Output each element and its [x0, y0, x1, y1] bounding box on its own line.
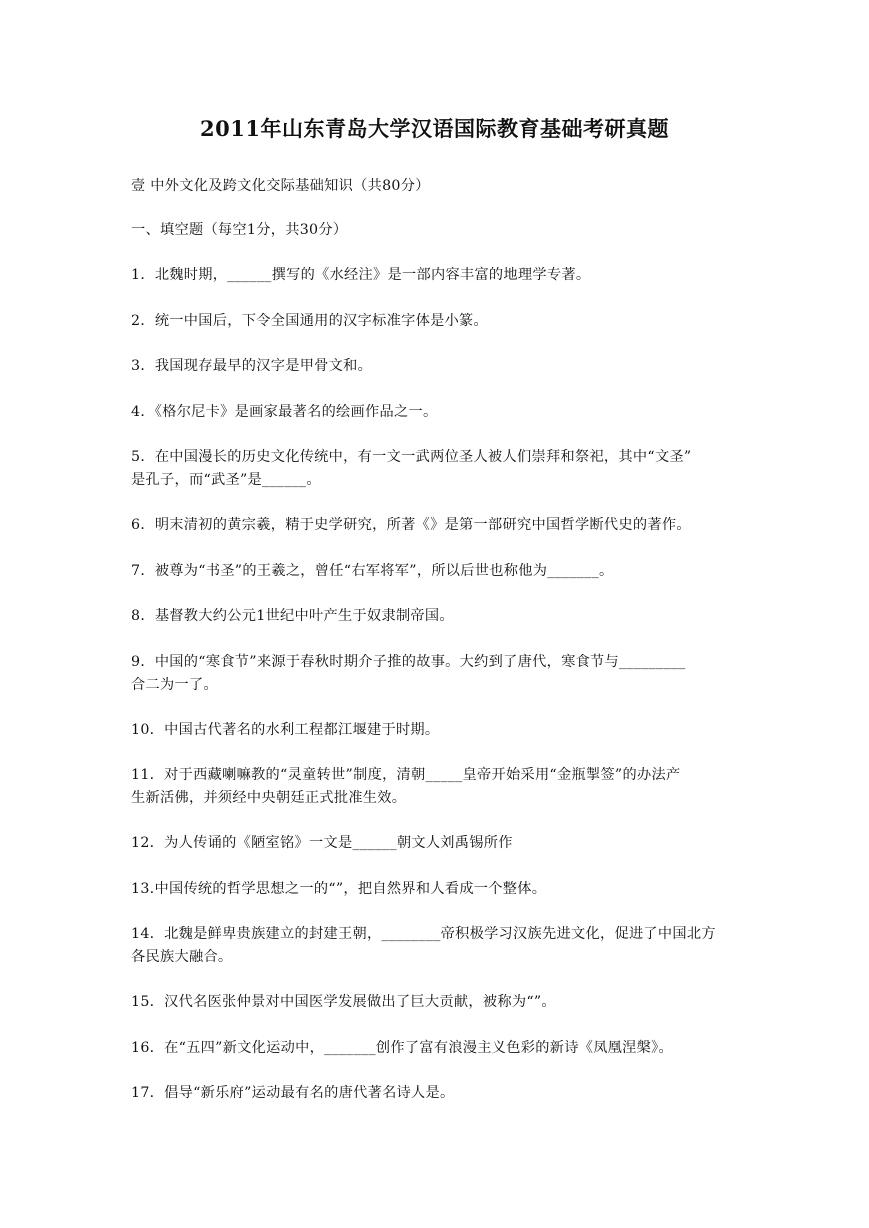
question-4: 4．《格尔尼卡》是画家最著名的绘画作品之一。	[131, 404, 438, 420]
question-1: 1．北魏时期，______撰写的《水经注》是一部内容丰富的地理学专著。	[131, 267, 591, 283]
question-16: 16．在“五四”新文化运动中，_______创作了富有浪漫主义色彩的新诗《凤凰涅槃》。	[131, 1040, 674, 1056]
question-5-line-2: 是孔子，而“武圣”是______。	[131, 472, 321, 488]
question-6: 6．明末清初的黄宗羲，精于史学研究，所著《》是第一部研究中国哲学断代史的著作。	[131, 517, 691, 533]
question-12: 12．为人传诵的《陋室铭》一文是______朝文人刘禹锡所作	[131, 835, 513, 851]
part-heading: 一、填空题（每空1分，共30分）	[131, 222, 348, 238]
question-14-line-1: 14．北魏是鲜卑贵族建立的封建王朝，________帝积极学习汉族先进文化，促进了中国北方	[131, 926, 716, 942]
question-14-line-2: 各民族大融合。	[131, 949, 233, 965]
question-9-line-1: 9．中国的“寒食节”来源于春秋时期介子推的故事。大约到了唐代，寒食节与_________	[131, 654, 686, 670]
question-10: 10．中国古代著名的水利工程都江堰建于时期。	[131, 722, 440, 738]
question-7: 7．被尊为“书圣”的王羲之，曾任“右军将军”，所以后世也称他为_______。	[131, 563, 614, 579]
question-11-line-2: 生新活佛，并须经中央朝廷正式批准生效。	[131, 790, 407, 806]
question-13: 13.中国传统的哲学思想之一的“”，把自然界和人看成一个整体。	[131, 881, 547, 897]
question-2: 2．统一中国后，下令全国通用的汉字标准字体是小篆。	[131, 313, 489, 329]
question-5-line-1: 5．在中国漫长的历史文化传统中，有一文一武两位圣人被人们崇拜和祭祀，其中“文圣”	[131, 449, 692, 465]
question-8: 8．基督教大约公元1世纪中叶产生于奴隶制帝国。	[131, 608, 454, 624]
question-3: 3．我国现存最早的汉字是甲骨文和。	[131, 358, 373, 374]
question-15: 15．汉代名医张仲景对中国医学发展做出了巨大贡献，被称为“”。	[131, 994, 556, 1010]
question-11-line-1: 11．对于西藏喇嘛教的“灵童转世”制度，清朝_____皇帝开始采用“金瓶掣签”的办法产	[131, 767, 681, 783]
section-heading: 壹 中外文化及跨文化交际基础知识（共80分）	[131, 178, 430, 194]
page-title: 2011年山东青岛大学汉语国际教育基础考研真题	[200, 116, 669, 141]
question-9-line-2: 合二为一了。	[131, 677, 218, 693]
question-17: 17．倡导“新乐府”运动最有名的唐代著名诗人是。	[131, 1085, 455, 1101]
